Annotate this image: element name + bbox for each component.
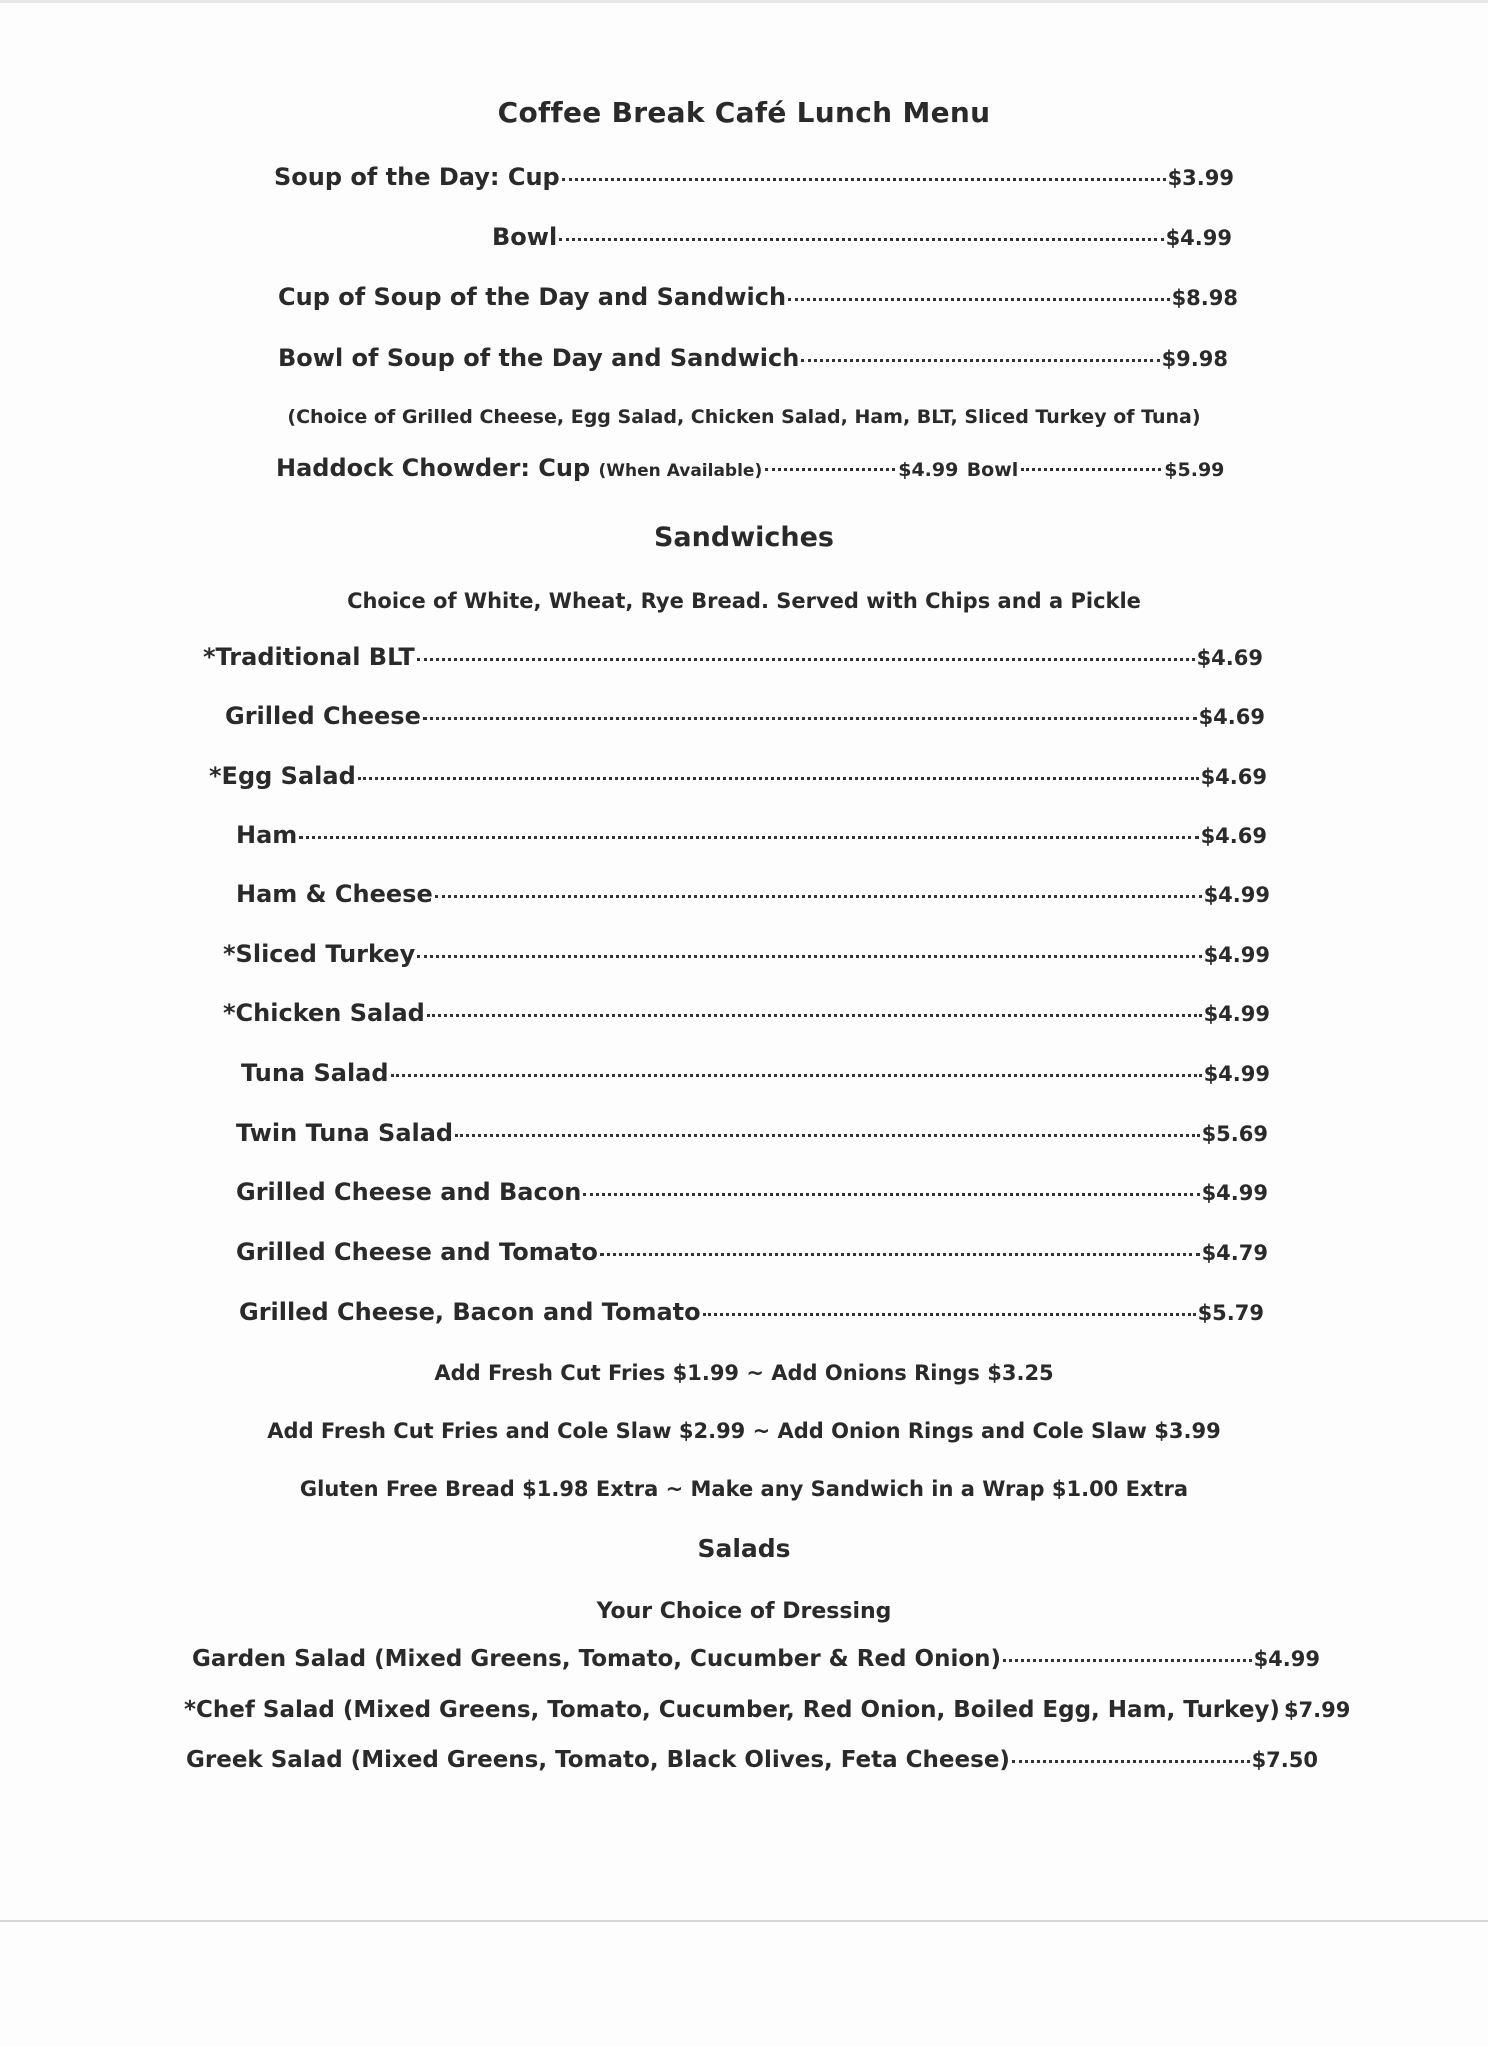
leader-dots [801, 359, 1159, 362]
sandwich-name: *Egg Salad [209, 762, 356, 790]
sandwich-name: Grilled Cheese [225, 702, 421, 730]
leader-dots [1012, 1760, 1250, 1763]
sandwich-item [241, 1059, 1270, 1087]
soup-name: Cup of Soup of the Day and Sandwich [278, 283, 787, 311]
leader-dots [417, 658, 1195, 661]
salad-item [186, 1747, 1318, 1773]
chowder-bowl-price: $5.99 [1164, 459, 1225, 481]
salads-heading: Salads [697, 1534, 791, 1563]
leader-dots [562, 178, 1166, 181]
soup-price: $9.98 [1161, 347, 1228, 371]
sandwich-item [223, 999, 1270, 1027]
salads-subtitle: Your Choice of Dressing [596, 1599, 892, 1624]
leader-dots [559, 238, 1163, 241]
soup-item [278, 344, 1228, 372]
sandwich-item [203, 643, 1263, 671]
soup-name: Soup of the Day: Cup [274, 163, 560, 191]
soup-price: $4.99 [1165, 226, 1232, 250]
addon-gluten-wrap: Gluten Free Bread $1.98 Extra ~ Make any Sandwich in a Wrap $1.00 Extra [299, 1477, 1189, 1501]
menu-title: Coffee Break Café Lunch Menu [497, 96, 991, 129]
soup-name: Bowl of Soup of the Day and Sandwich [278, 344, 800, 372]
salad-name: Garden Salad (Mixed Greens, Tomato, Cucumber & Red Onion) [192, 1646, 1002, 1672]
sandwich-name: Grilled Cheese and Bacon [236, 1178, 582, 1206]
sandwich-item [239, 1298, 1264, 1326]
sandwich-item [236, 1238, 1268, 1266]
top-edge [0, 0, 1488, 3]
leader-dots [427, 1014, 1202, 1017]
sandwiches-heading: Sandwiches [653, 522, 835, 553]
leader-dots [583, 1193, 1199, 1196]
sandwich-name: Grilled Cheese and Tomato [236, 1238, 598, 1266]
salad-item [192, 1646, 1320, 1672]
chowder-cup-price: $4.99 [898, 459, 959, 481]
leader-dots [1003, 1659, 1252, 1662]
salad-price: $4.99 [1253, 1647, 1320, 1671]
sandwich-price: $4.69 [1196, 646, 1263, 670]
soup-item [278, 283, 1238, 311]
sandwich-price: $4.99 [1203, 1002, 1270, 1026]
sandwich-name: Twin Tuna Salad [236, 1119, 454, 1147]
sandwich-name: Tuna Salad [241, 1059, 389, 1087]
leader-dots [703, 1313, 1196, 1316]
salad-price: $7.99 [1283, 1698, 1351, 1722]
leader-dots [435, 895, 1202, 898]
leader-dots [299, 836, 1198, 839]
salad-price: $7.50 [1251, 1748, 1318, 1772]
sandwich-name: *Chicken Salad [223, 999, 425, 1027]
chowder-line [276, 454, 1224, 482]
leader-dots [417, 955, 1201, 958]
sandwich-price: $4.99 [1203, 1062, 1270, 1086]
soup-item [492, 223, 1232, 251]
sandwich-price: $4.69 [1200, 824, 1267, 848]
sandwich-name: Ham & Cheese [236, 880, 433, 908]
leader-dots [358, 777, 1199, 780]
sandwich-item [225, 702, 1265, 730]
chowder-availability: (When Available) [598, 461, 763, 481]
soup-item [274, 163, 1234, 191]
sandwich-price: $4.99 [1203, 943, 1270, 967]
leader-dots [455, 1134, 1199, 1137]
sandwich-price: $4.99 [1203, 883, 1270, 907]
leader-dots [600, 1253, 1200, 1256]
sandwich-item [209, 762, 1267, 790]
sandwich-item [223, 940, 1270, 968]
sandwich-price: $5.69 [1201, 1122, 1268, 1146]
sandwich-price: $4.79 [1201, 1241, 1268, 1265]
leader-dots [423, 717, 1197, 720]
sandwich-name: *Sliced Turkey [223, 940, 416, 968]
sandwich-name: Ham [236, 821, 298, 849]
chowder-label: Haddock Chowder: Cup [276, 454, 591, 482]
salad-name: Greek Salad (Mixed Greens, Tomato, Black Olives, Feta Cheese) [186, 1747, 1010, 1773]
sandwich-item [236, 821, 1267, 849]
leader-dots [391, 1074, 1202, 1077]
sandwiches-subtitle: Choice of White, Wheat, Rye Bread. Served with Chips and a Pickle [347, 589, 1141, 613]
sandwich-item [236, 1178, 1268, 1206]
sandwich-name: Grilled Cheese, Bacon and Tomato [239, 1298, 701, 1326]
sandwich-item [236, 880, 1270, 908]
sandwich-item [236, 1119, 1268, 1147]
addon-cole-slaw: Add Fresh Cut Fries and Cole Slaw $2.99 ~ Add Onion Rings and Cole Slaw $3.99 [267, 1419, 1221, 1443]
soup-sandwich-note: (Choice of Grilled Cheese, Egg Salad, Chicken Salad, Ham, BLT, Sliced Turkey of Tuna) [287, 406, 1201, 428]
addon-fries-rings: Add Fresh Cut Fries $1.99 ~ Add Onions Rings $3.25 [434, 1361, 1054, 1385]
sandwich-price: $5.79 [1197, 1301, 1264, 1325]
salad-name: *Chef Salad (Mixed Greens, Tomato, Cucumber, Red Onion, Boiled Egg, Ham, Turkey) [184, 1697, 1280, 1723]
leader-dots [788, 298, 1170, 301]
chowder-bowl-label: Bowl [966, 459, 1019, 481]
sandwich-price: $4.69 [1200, 765, 1267, 789]
soup-price: $8.98 [1171, 286, 1238, 310]
soup-price: $3.99 [1167, 166, 1234, 190]
leader-dots [765, 468, 895, 471]
leader-dots [1021, 468, 1161, 471]
sandwich-price: $4.69 [1198, 705, 1265, 729]
soup-name: Bowl [492, 223, 558, 251]
sandwich-name: *Traditional BLT [203, 643, 415, 671]
sandwich-price: $4.99 [1201, 1181, 1268, 1205]
salad-item [184, 1697, 1351, 1723]
bottom-edge [0, 1920, 1488, 1922]
